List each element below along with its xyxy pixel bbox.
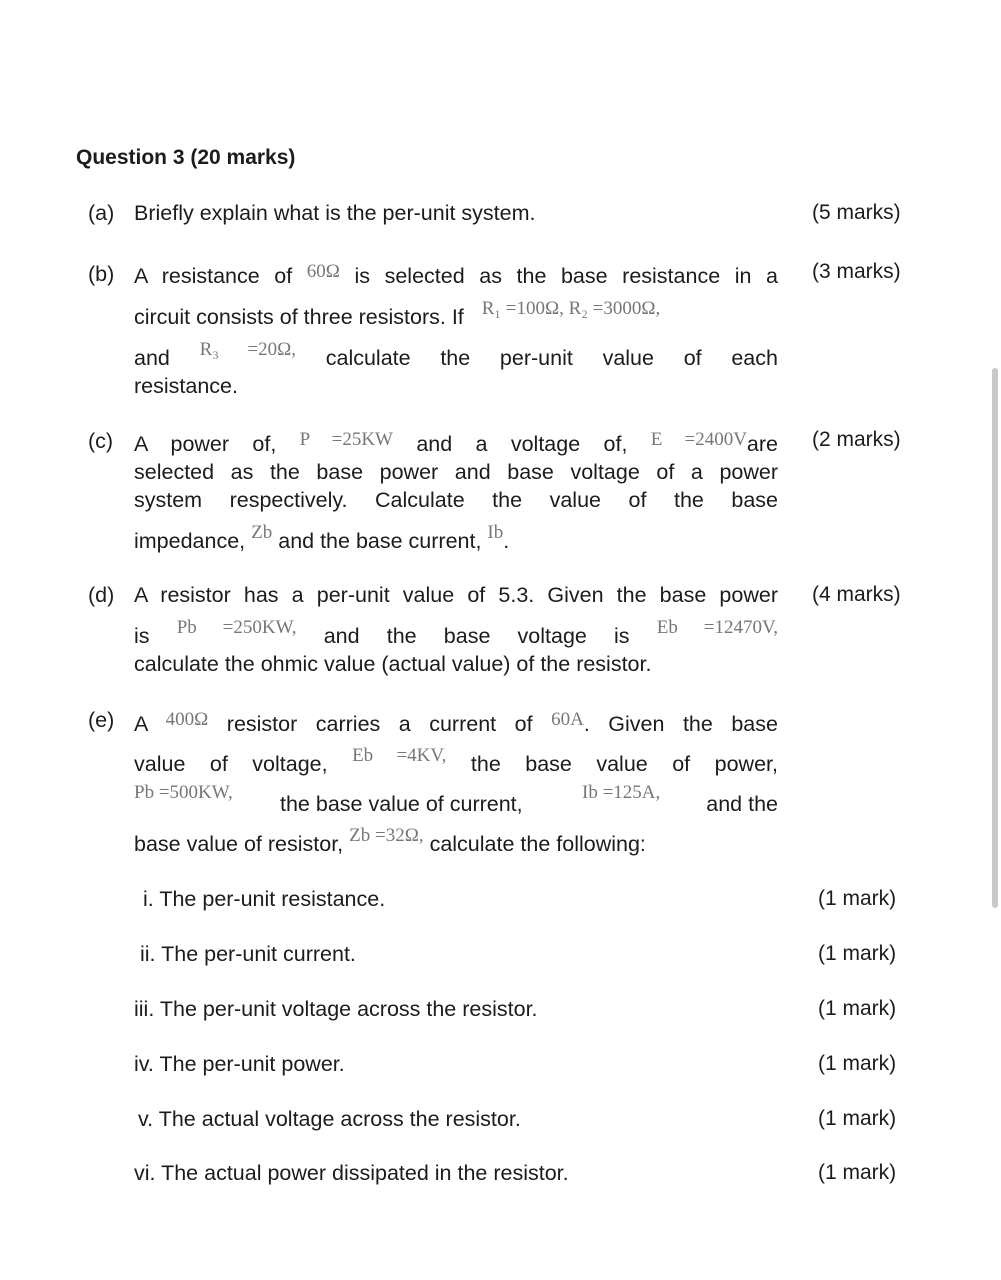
part-d-marks: (4 marks) [812,583,901,606]
base-power-p: P =25KW [299,429,393,450]
base-power-pb: Pb =250KW, [176,617,297,638]
sub-item-ii: ii. The per-unit current. [140,942,356,966]
base-voltage-4kv: Eb =4KV, [352,745,447,766]
part-d-label: (d) [88,583,115,607]
part-d-line-3: calculate the ohmic value (actual value) of the resistor. [134,652,652,676]
sub-item-i-marks: (1 mark) [818,887,897,910]
current-60a: 60A [551,709,584,730]
base-current-125a: Ib =125A, [582,782,661,803]
resistor-r3: R₃ =20Ω, [199,339,296,360]
base-voltage-eb: Eb =12470V, [656,617,778,638]
base-power-500kw: Pb =500KW, [134,782,233,803]
part-a-label: (a) [88,201,115,225]
part-a-text: Briefly explain what is the per-unit system. [134,201,536,225]
part-b-line-1: A resistance of 60Ω is selected as the base resistance in a [134,261,778,288]
vertical-scrollbar[interactable] [992,368,998,908]
part-b-label: (b) [88,262,115,286]
part-c-line-1: A power of, P =25KW and a voltage of, E =2400Vare [134,429,778,456]
part-c-line-4: impedance, Zb and the base current, Ib. [134,522,510,553]
sub-item-v-marks: (1 mark) [818,1107,897,1130]
part-b-marks: (3 marks) [812,260,901,283]
current-ib: Ib [487,522,504,543]
part-b-line-3: and R₃ =20Ω, calculate the per-unit value of each [134,339,778,370]
question-title: Question 3 (20 marks) [76,146,296,169]
part-d-line-2: is Pb =250KW, and the base voltage is Eb =12470V, [134,617,778,648]
part-e-line-1: A 400Ω resistor carries a current of 60A. Given the base [134,709,778,736]
sub-item-iv-marks: (1 mark) [818,1052,897,1075]
sub-item-iv: iv. The per-unit power. [134,1052,345,1076]
base-voltage-e: E =2400V [650,429,747,450]
sub-item-iii: iii. The per-unit voltage across the resistor. [134,997,538,1021]
part-b-line-4: resistance. [134,374,238,398]
sub-item-vi-marks: (1 mark) [818,1161,897,1184]
part-a-marks: (5 marks) [812,201,901,224]
sub-item-vi: vi. The actual power dissipated in the resistor. [134,1161,569,1185]
resistors-r1-r2: R₁ =100Ω, R₂ =3000Ω, [481,298,661,319]
impedance-zb: Zb [251,522,273,543]
sub-item-v: v. The actual voltage across the resistor. [138,1107,521,1131]
resistance-60-ohm: 60Ω [306,261,340,282]
sub-item-iii-marks: (1 mark) [818,997,897,1020]
part-c-line-2: selected as the base power and base voltage of a power [134,460,778,484]
part-c-marks: (2 marks) [812,428,901,451]
sub-item-ii-marks: (1 mark) [818,942,897,965]
part-e-line-4: base value of resistor, Zb =32Ω, calculate the following: [134,825,646,856]
resistor-400-ohm: 400Ω [165,709,209,730]
part-e-label: (e) [88,708,115,732]
part-b-line-2: circuit consists of three resistors. If R₁ =100Ω, R₂ =3000Ω, [134,298,661,329]
part-d-line-1: A resistor has a per-unit value of 5.3. Given the base power [134,583,778,607]
base-resistor-32-ohm: Zb =32Ω, [349,825,424,846]
sub-item-i: i. The per-unit resistance. [143,887,386,911]
part-c-label: (c) [88,429,114,453]
part-e-line-2: value of voltage, Eb =4KV, the base value of power, [134,745,778,776]
part-c-line-3: system respectively. Calculate the value of the base [134,488,778,512]
